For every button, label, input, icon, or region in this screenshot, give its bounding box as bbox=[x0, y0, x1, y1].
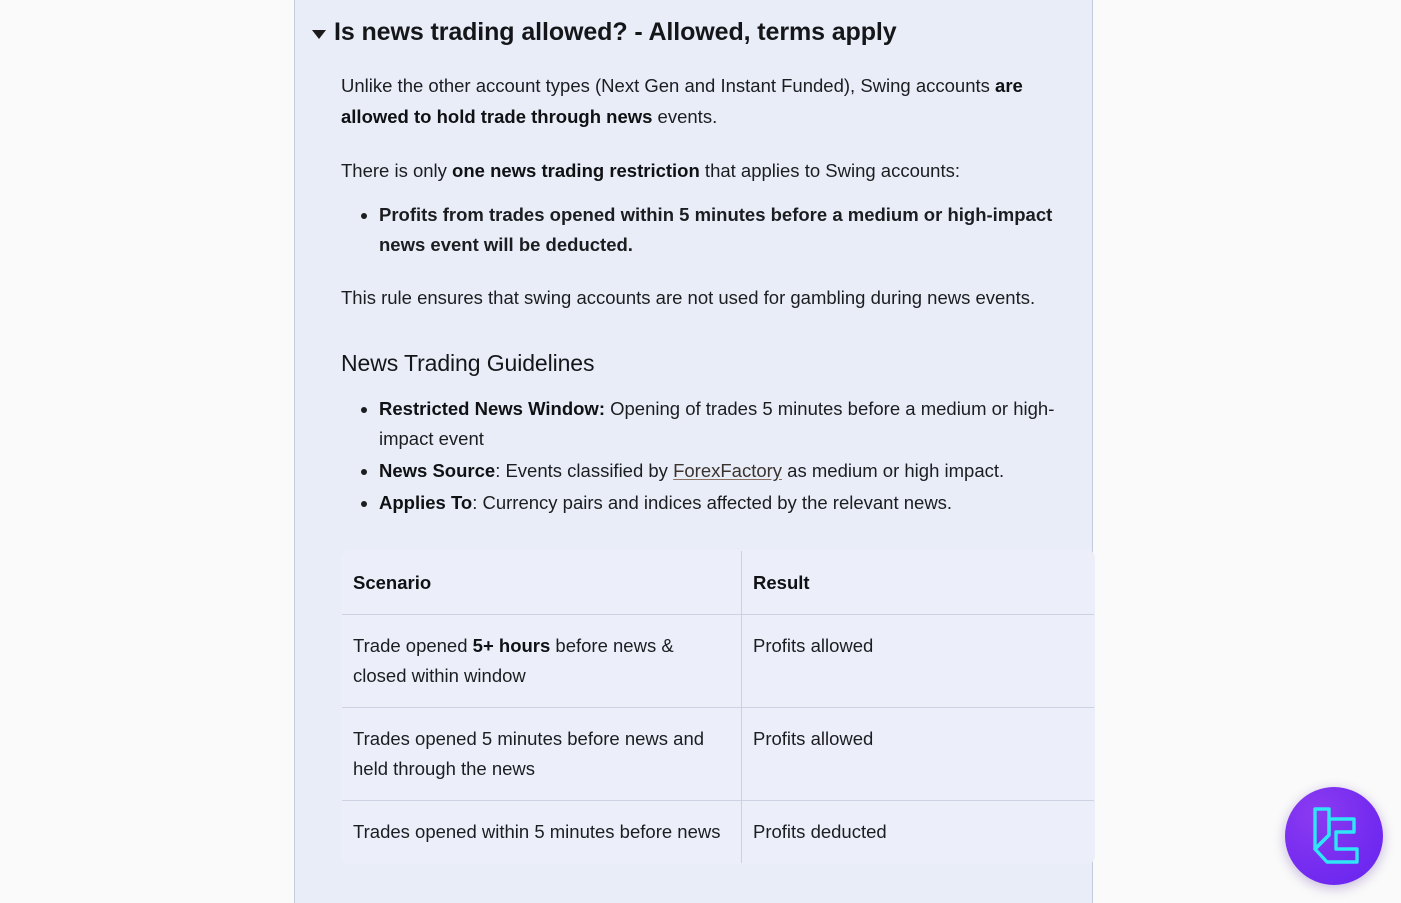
faq-accordion-header[interactable] bbox=[295, 0, 1092, 50]
table-header-row bbox=[342, 550, 1095, 615]
list-item: • Profits from trades opened within 5 minutes before a medium or high-impact news event will be deducted. bbox=[379, 200, 1069, 260]
scenario-result-table bbox=[341, 550, 1095, 865]
cell-result: Profits deducted bbox=[742, 801, 1095, 864]
intro-p2-text-b: that applies to Swing accounts: bbox=[699, 159, 960, 181]
column-header-result: Result bbox=[742, 550, 1095, 615]
guideline-text-0: Opening of trades 5 minutes before a medium or high-impact event bbox=[379, 397, 1055, 449]
intro-p1-text-a: Unlike the other account types (Next Gen and Instant Funded), Swing accounts bbox=[341, 74, 996, 96]
cell-scenario: Trades opened within 5 minutes before news bbox=[342, 801, 742, 864]
intro-paragraph-2 bbox=[341, 155, 1053, 186]
restriction-list bbox=[341, 200, 1082, 260]
cell-result: Profits allowed bbox=[742, 708, 1095, 801]
intro-p2-bold: one news trading restriction bbox=[452, 159, 700, 181]
guideline-label-1: News Source bbox=[379, 459, 496, 481]
intro-p2-text-a: There is only bbox=[341, 159, 453, 181]
forexfactory-link[interactable]: ForexFactory bbox=[673, 459, 783, 481]
table-row bbox=[342, 615, 1095, 708]
faq-body bbox=[295, 70, 1092, 518]
intro-p1-bold: are allowed to hold trade through news bbox=[341, 74, 1023, 128]
scenario-table-wrapper bbox=[295, 550, 1092, 865]
chevron-down-icon[interactable] bbox=[312, 30, 326, 39]
cell-scenario bbox=[342, 615, 742, 708]
cell-scenario: Trades opened 5 minutes before news and held through the news bbox=[342, 708, 742, 801]
list-item bbox=[379, 394, 1069, 454]
intro-paragraph-3: This rule ensures that swing accounts are not used for gambling during news events. bbox=[341, 287, 1036, 308]
guideline-text-1-after: as medium or high impact. bbox=[782, 459, 1005, 481]
scenario-text-post-0: before news & closed within window bbox=[353, 635, 674, 687]
guideline-text-1: : Events classified by bbox=[495, 459, 674, 481]
guideline-label-2: Applies To bbox=[379, 491, 473, 513]
guideline-text-2: : Currency pairs and indices affected by the relevant news. bbox=[472, 491, 953, 513]
guideline-label-0: Restricted News Window: bbox=[379, 397, 605, 419]
intro-p1-text-b: events. bbox=[652, 106, 718, 128]
table-row bbox=[342, 801, 1095, 864]
faq-content-panel bbox=[294, 0, 1093, 903]
scenario-text-pre-0: Trade opened bbox=[353, 635, 473, 657]
faq-title: Is news trading allowed? - Allowed, terms apply bbox=[334, 18, 897, 46]
column-header-scenario: Scenario bbox=[342, 550, 742, 615]
lc-monogram-icon bbox=[1305, 805, 1363, 867]
table-row bbox=[342, 708, 1095, 801]
guidelines-heading: News Trading Guidelines bbox=[341, 350, 595, 377]
list-item bbox=[379, 488, 1069, 518]
chat-widget-button[interactable] bbox=[1285, 787, 1383, 885]
guidelines-list bbox=[341, 394, 1082, 518]
list-item bbox=[379, 456, 1069, 486]
cell-result: Profits allowed bbox=[742, 615, 1095, 708]
scenario-text-bold-0: 5+ hours bbox=[472, 635, 551, 657]
intro-paragraph-1 bbox=[341, 70, 1053, 133]
